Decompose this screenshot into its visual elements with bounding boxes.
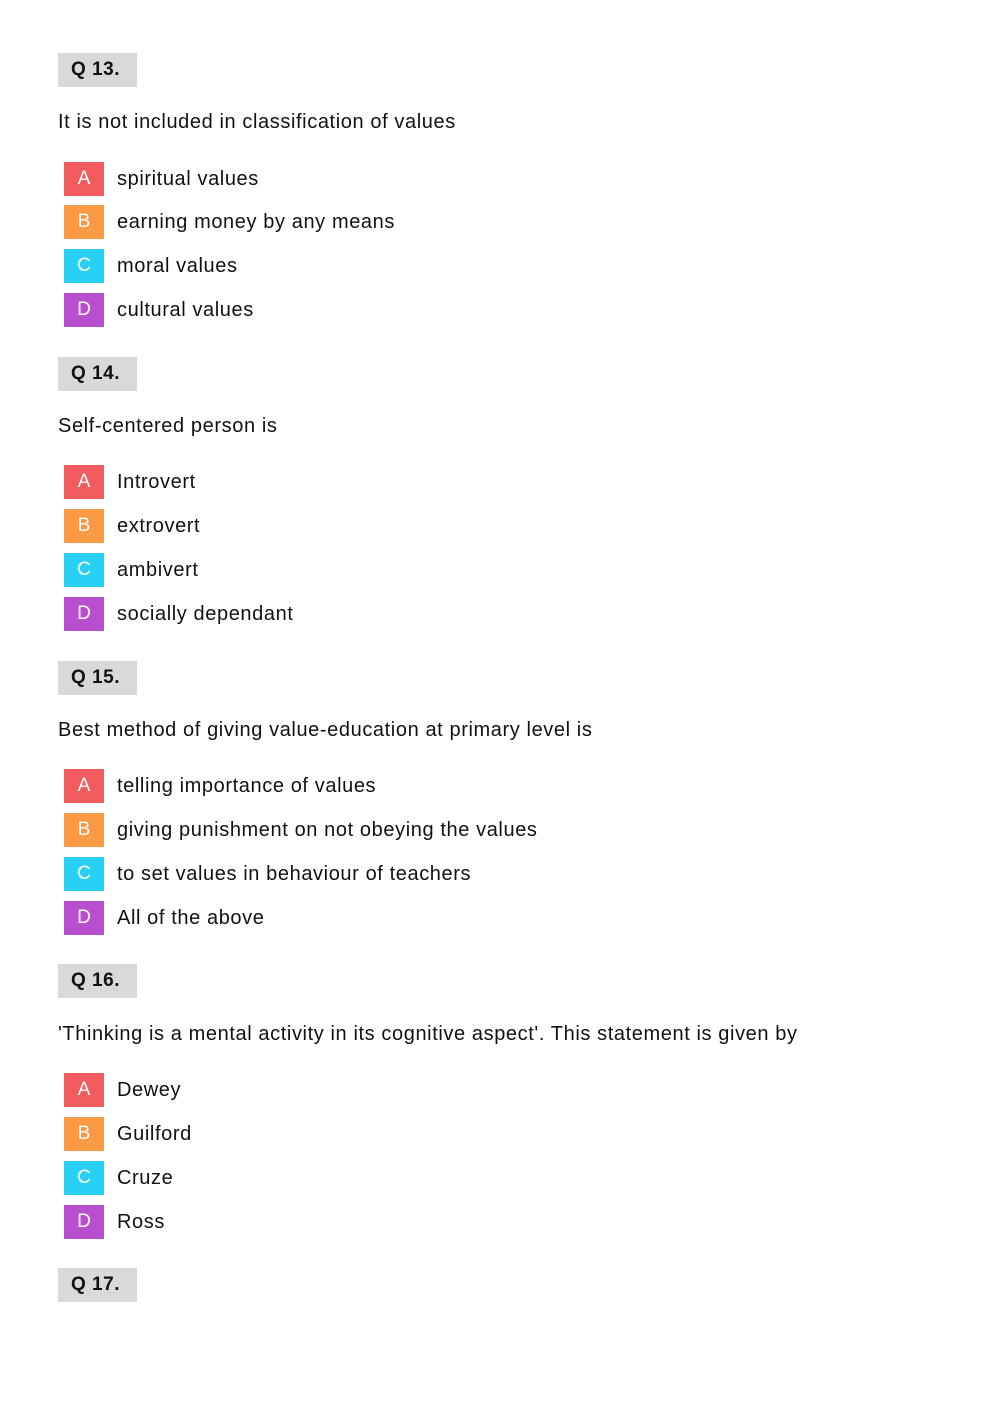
option-label: earning money by any means (117, 211, 395, 233)
option-letter: B (64, 509, 104, 543)
option-label: giving punishment on not obeying the values (117, 819, 538, 841)
option-label: spiritual values (117, 168, 259, 190)
question-text: It is not included in classification of values (58, 111, 456, 133)
option-label: telling importance of values (117, 775, 377, 797)
option-letter: C (64, 857, 104, 891)
option-letter: B (64, 205, 104, 239)
option-label: extrovert (117, 515, 201, 537)
option-c[interactable] (64, 857, 864, 891)
question-number: Q 14. (58, 357, 137, 391)
option-c[interactable] (64, 249, 864, 283)
option-label: socially dependant (117, 603, 294, 625)
option-letter: C (64, 249, 104, 283)
option-d[interactable] (64, 293, 864, 327)
option-letter: B (64, 813, 104, 847)
question-text: 'Thinking is a mental activity in its cognitive aspect'. This statement is given by (58, 1023, 798, 1045)
option-letter: C (64, 553, 104, 587)
option-a[interactable] (64, 1073, 864, 1107)
question-text: Self-centered person is (58, 415, 278, 437)
option-c[interactable] (64, 553, 864, 587)
option-letter: D (64, 293, 104, 327)
question-number: Q 13. (58, 53, 137, 87)
option-a[interactable] (64, 465, 864, 499)
option-a[interactable] (64, 769, 864, 803)
option-label: ambivert (117, 559, 199, 581)
option-label: Guilford (117, 1123, 192, 1145)
question-number: Q 15. (58, 661, 137, 695)
option-letter: A (64, 162, 104, 196)
option-d[interactable] (64, 597, 864, 631)
option-label: Dewey (117, 1079, 182, 1101)
question-text: Best method of giving value-education at primary level is (58, 719, 593, 741)
option-d[interactable] (64, 901, 864, 935)
option-label: to set values in behaviour of teachers (117, 863, 472, 885)
option-letter: B (64, 1117, 104, 1151)
option-letter: D (64, 901, 104, 935)
option-letter: A (64, 769, 104, 803)
option-letter: C (64, 1161, 104, 1195)
option-letter: A (64, 465, 104, 499)
option-letter: D (64, 1205, 104, 1239)
option-b[interactable] (64, 509, 864, 543)
option-label: All of the above (117, 907, 265, 929)
option-a[interactable] (64, 162, 864, 196)
option-label: cultural values (117, 299, 254, 321)
option-letter: A (64, 1073, 104, 1107)
option-b[interactable] (64, 205, 864, 239)
option-label: Cruze (117, 1167, 174, 1189)
option-label: Introvert (117, 471, 196, 493)
option-label: Ross (117, 1211, 165, 1233)
option-b[interactable] (64, 813, 864, 847)
option-c[interactable] (64, 1161, 864, 1195)
option-b[interactable] (64, 1117, 864, 1151)
question-number: Q 16. (58, 964, 137, 998)
option-label: moral values (117, 255, 238, 277)
question-number: Q 17. (58, 1268, 137, 1302)
option-d[interactable] (64, 1205, 864, 1239)
option-letter: D (64, 597, 104, 631)
